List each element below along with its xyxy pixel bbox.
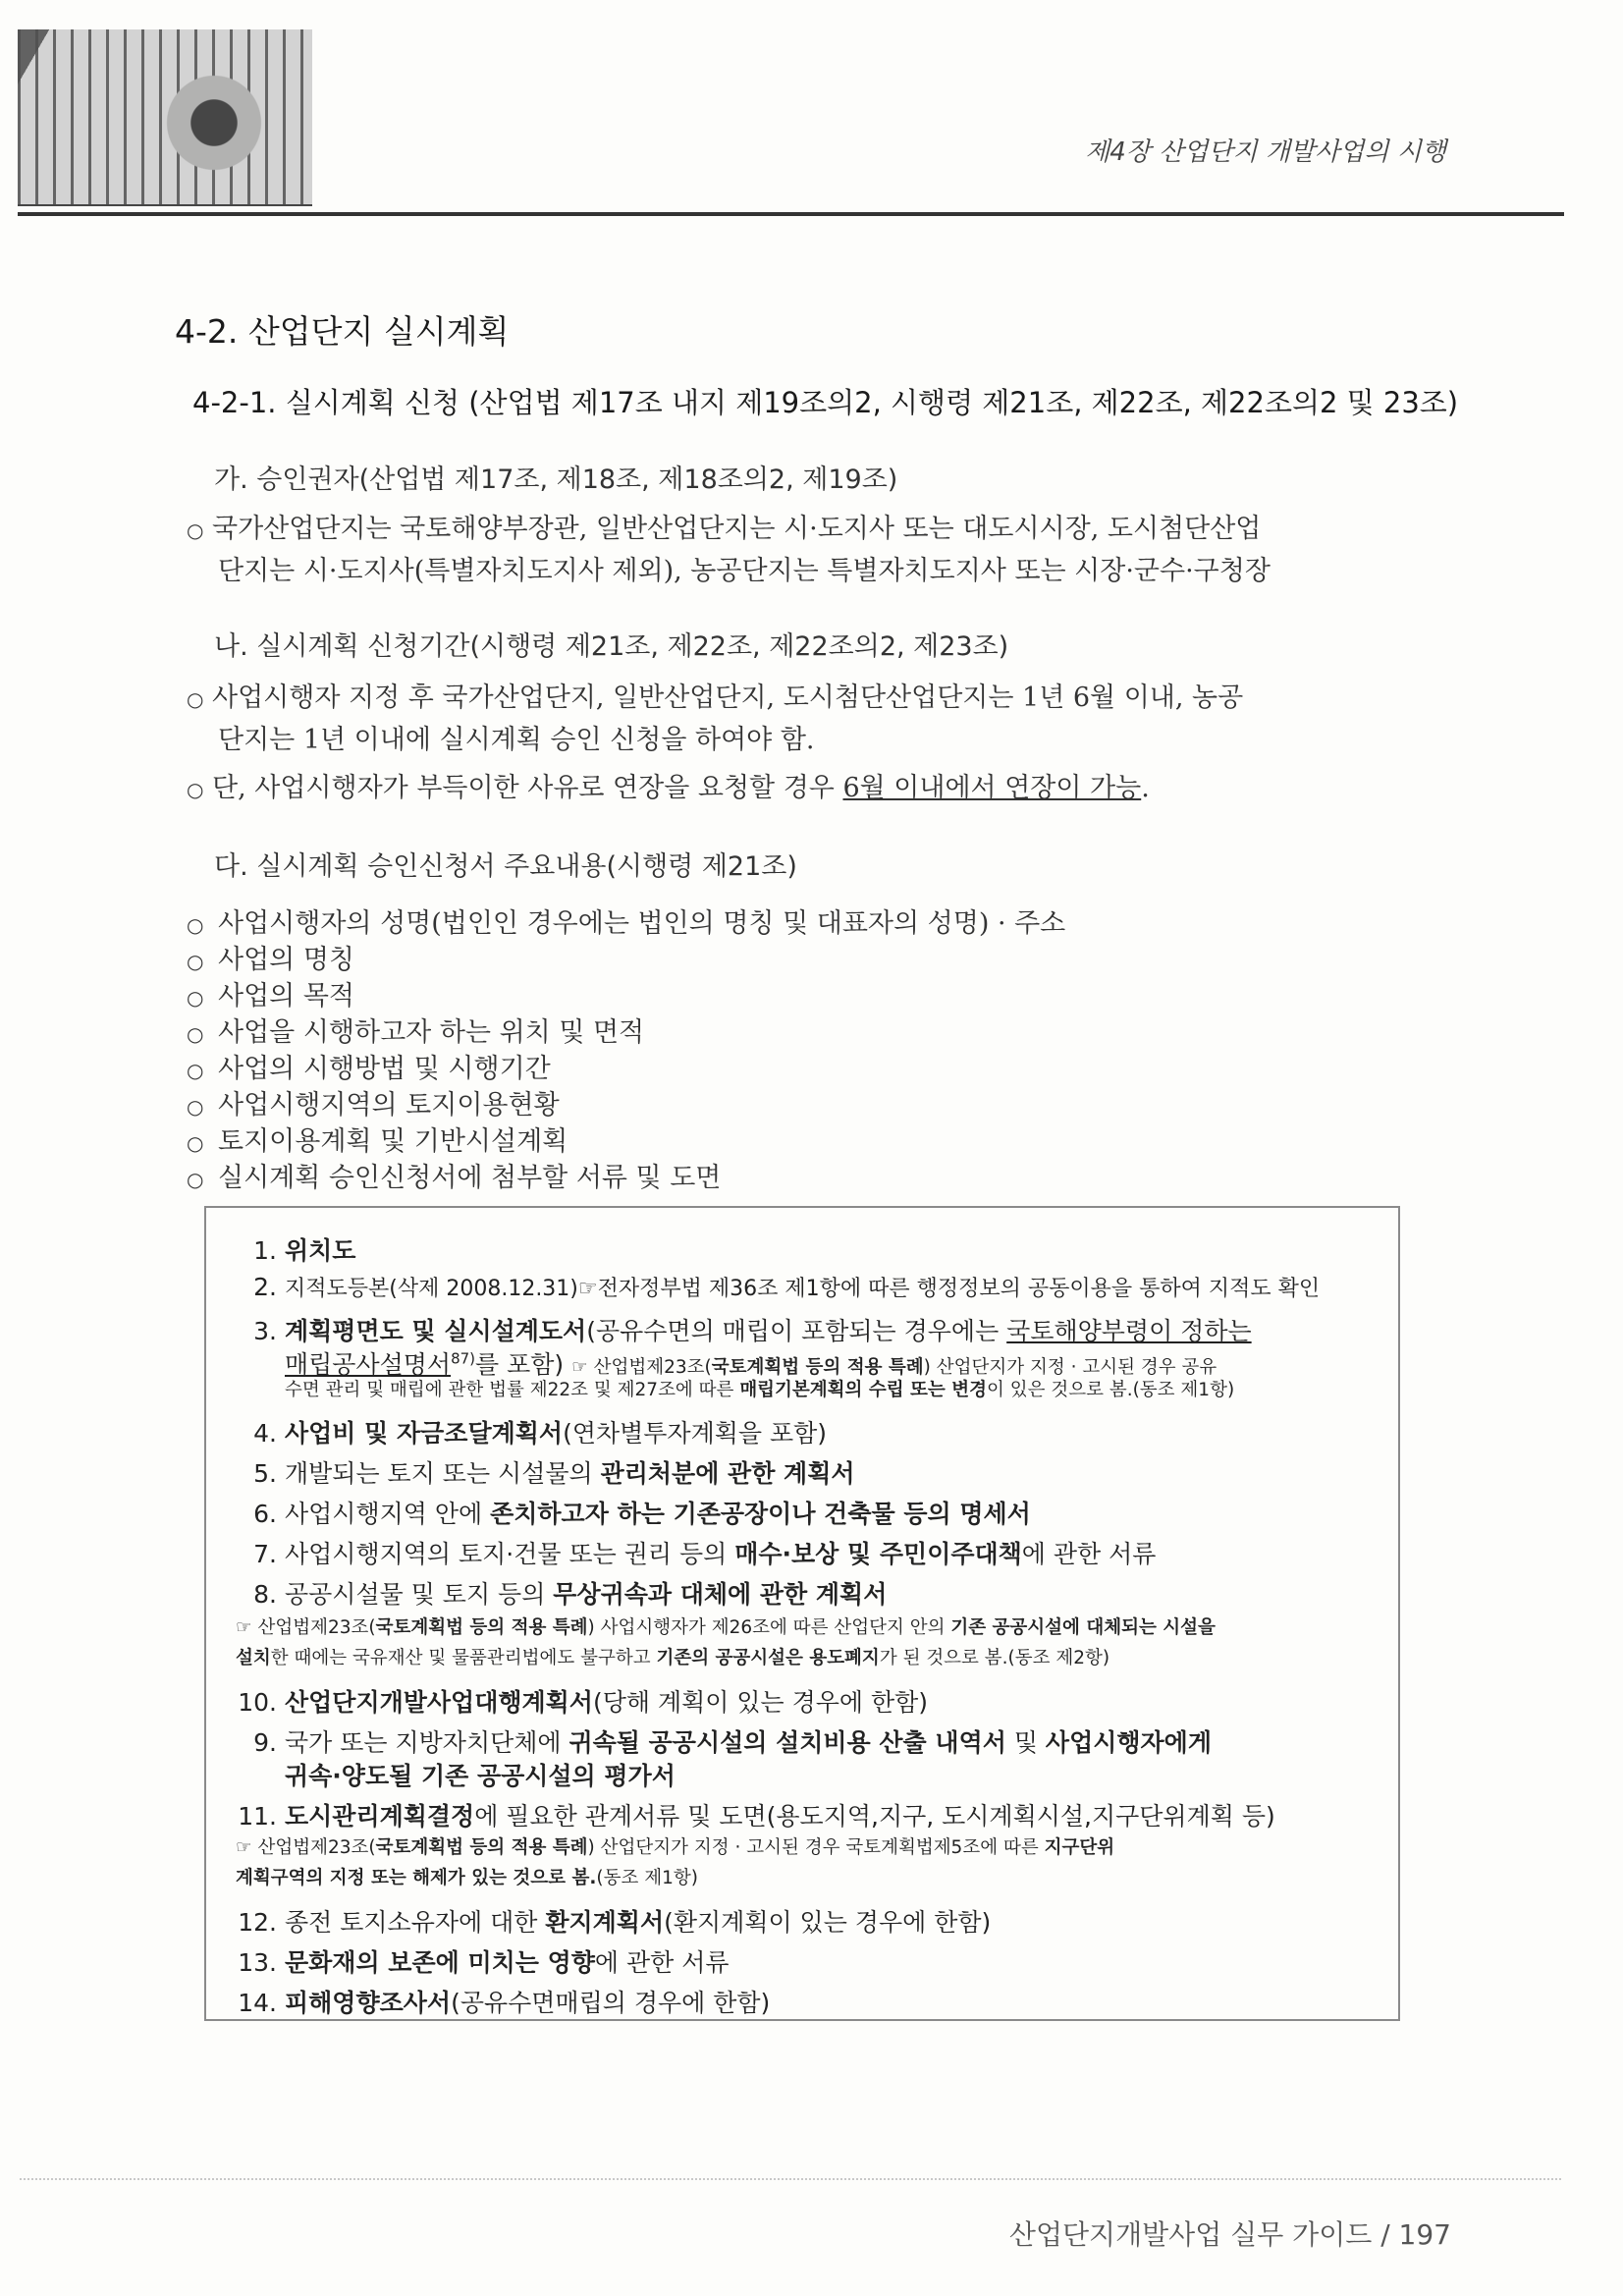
circle-bullet-icon: ○: [187, 519, 204, 542]
doc-item: 8. 공공시설물 및 토지 등의 무상귀속과 대체에 관한 계획서: [253, 1580, 888, 1609]
doc-item: 1. 위치도: [253, 1236, 356, 1265]
header-divider: [18, 212, 1564, 216]
heading-application-period: 나. 실시계획 신청기간(시행령 제21조, 제22조, 제22조의2, 제23조): [214, 631, 1009, 662]
circle-bullet-icon: ○: [187, 1022, 204, 1046]
subsection-title: 4-2-1. 실시계획 신청 (산업법 제17조 내지 제19조의2, 시행령 제21조, 제22조, 제22조의2 및 23조): [192, 386, 1459, 419]
doc-item: 7. 사업시행지역의 토지·건물 또는 권리 등의 매수·보상 및 주민이주대책에 관한 서류: [253, 1540, 1157, 1568]
list-item: ○ 사업을 시행하고자 하는 위치 및 면적: [187, 1017, 645, 1048]
bullet-extension: ○ 단, 사업시행자가 부득이한 사유로 연장을 요청할 경우 6월 이내에서 연장이 가능.: [187, 768, 1394, 810]
doc-item-continuation: 귀속·양도될 기존 공공시설의 평가서: [285, 1762, 676, 1790]
chapter-title: 제4장 산업단지 개발사업의 시행: [1085, 137, 1446, 167]
doc-item: 14. 피해영향조사서(공유수면매립의 경우에 한함): [238, 1989, 771, 2017]
list-item: ○ 토지이용계획 및 기반시설계획: [187, 1126, 568, 1157]
circle-bullet-icon: ○: [187, 1168, 204, 1191]
list-item: ○ 사업시행자의 성명(법인인 경우에는 법인의 명칭 및 대표자의 성명) · 주소: [187, 908, 1066, 939]
circle-bullet-icon: ○: [187, 913, 204, 937]
list-item: ○ 실시계획 승인신청서에 첨부할 서류 및 도면: [187, 1163, 722, 1193]
doc-item: 11. 도시관리계획결정에 필요한 관계서류 및 도면(용도지역,지구, 도시계획시설,지구단위계획 등): [238, 1802, 1275, 1831]
circle-bullet-icon: ○: [187, 950, 204, 973]
footer-divider: [20, 2178, 1561, 2180]
list-item: ○ 사업시행지역의 토지이용현황: [187, 1090, 560, 1121]
doc-item: 13. 문화재의 보존에 미치는 영향에 관한 서류: [238, 1948, 730, 1977]
circle-bullet-icon: ○: [187, 1131, 204, 1155]
list-item: ○ 사업의 명칭: [187, 945, 354, 975]
circle-bullet-icon: ○: [187, 1059, 204, 1082]
doc-item: 2. 지적도등본(삭제 2008.12.31)☞전자정부법 제36조 제1항에 따른 행정정보의 공동이용을 통하여 지적도 확인: [253, 1273, 1321, 1301]
circle-bullet-icon: ○: [187, 778, 204, 801]
doc-note: 수면 관리 및 매립에 관한 법률 제22조 및 제27조에 따른 매립기본계획의 수립 또는 변경이 있은 것으로 봄.(동조 제1항): [285, 1380, 1235, 1400]
doc-note: ☞ 산업법제23조(국토계획법 등의 적용 특례) 사업시행자가 제26조에 따른 산업단지 안의 기존 공공시설에 대체되는 시설을 설치한 때에는 국유재산 및 물품관리법에도 불구하고 기존의 공공시설은 용도폐지가 된 것으로 봄.(동조 제2항): [236, 1617, 1216, 1668]
bullet-approval-authority: ○ 국가산업단지는 국토해양부장관, 일반산업단지는 시·도지사 또는 대도시시장, 도시첨단산업 단지는 시·도지사(특별자치도지사 제외), 농공단지는 특별자치도지사 또는 시장·군수·구청장: [187, 509, 1394, 592]
circle-bullet-icon: ○: [187, 986, 204, 1010]
doc-item: 10. 산업단지개발사업대행계획서(당해 계획이 있는 경우에 한함): [238, 1688, 929, 1717]
circle-bullet-icon: ○: [187, 687, 204, 711]
circle-bullet-icon: ○: [187, 1095, 204, 1119]
doc-item: 12. 종전 토지소유자에 대한 환지계획서(환지계획이 있는 경우에 한함): [238, 1908, 992, 1937]
doc-item-continuation: 매립공사설명서$^{87)}$를 포함) ☞ 산업법제23조(국토계획법 등의 적용 특례) 산업단지가 지정 · 고시된 경우 공유: [285, 1349, 1217, 1379]
list-item: ○ 사업의 목적: [187, 981, 354, 1011]
doc-item: 5. 개발되는 토지 또는 시설물의 관리처분에 관한 계획서: [253, 1459, 855, 1488]
chapter-header-photo: [18, 29, 312, 206]
list-item: ○ 사업의 시행방법 및 시행기간: [187, 1054, 551, 1084]
doc-item: 3. 계획평면도 및 실시설계도서(공유수면의 매립이 포함되는 경우에는 국토해양부령이 정하는: [253, 1317, 1252, 1345]
heading-main-contents: 다. 실시계획 승인신청서 주요내용(시행령 제21조): [214, 851, 797, 882]
page-footer: 산업단지개발사업 실무 가이드 / 197: [1008, 2218, 1451, 2251]
doc-note: ☞ 산업법제23조(국토계획법 등의 적용 특례) 산업단지가 지정 · 고시된 경우 국토계획법제5조에 따른 지구단위 계획구역의 지정 또는 해제가 있는 것으로 봄.(동조 제1항): [236, 1837, 1115, 1888]
bullet-application-period: ○ 사업시행자 지정 후 국가산업단지, 일반산업단지, 도시첨단산업단지는 1년 6월 이내, 농공 단지는 1년 이내에 실시계획 승인 신청을 하여야 함.: [187, 678, 1394, 761]
doc-item: 6. 사업시행지역 안에 존치하고자 하는 기존공장이나 건축물 등의 명세서: [253, 1500, 1031, 1528]
section-title: 4-2. 산업단지 실시계획: [175, 312, 510, 351]
heading-approval-authority: 가. 승인권자(산업법 제17조, 제18조, 제18조의2, 제19조): [214, 465, 898, 495]
doc-item: 9. 국가 또는 지방자치단체에 귀속될 공공시설의 설치비용 산출 내역서 및 사업시행자에게: [253, 1728, 1212, 1757]
doc-item: 4. 사업비 및 자금조달계획서(연차별투자계획을 포함): [253, 1419, 828, 1448]
